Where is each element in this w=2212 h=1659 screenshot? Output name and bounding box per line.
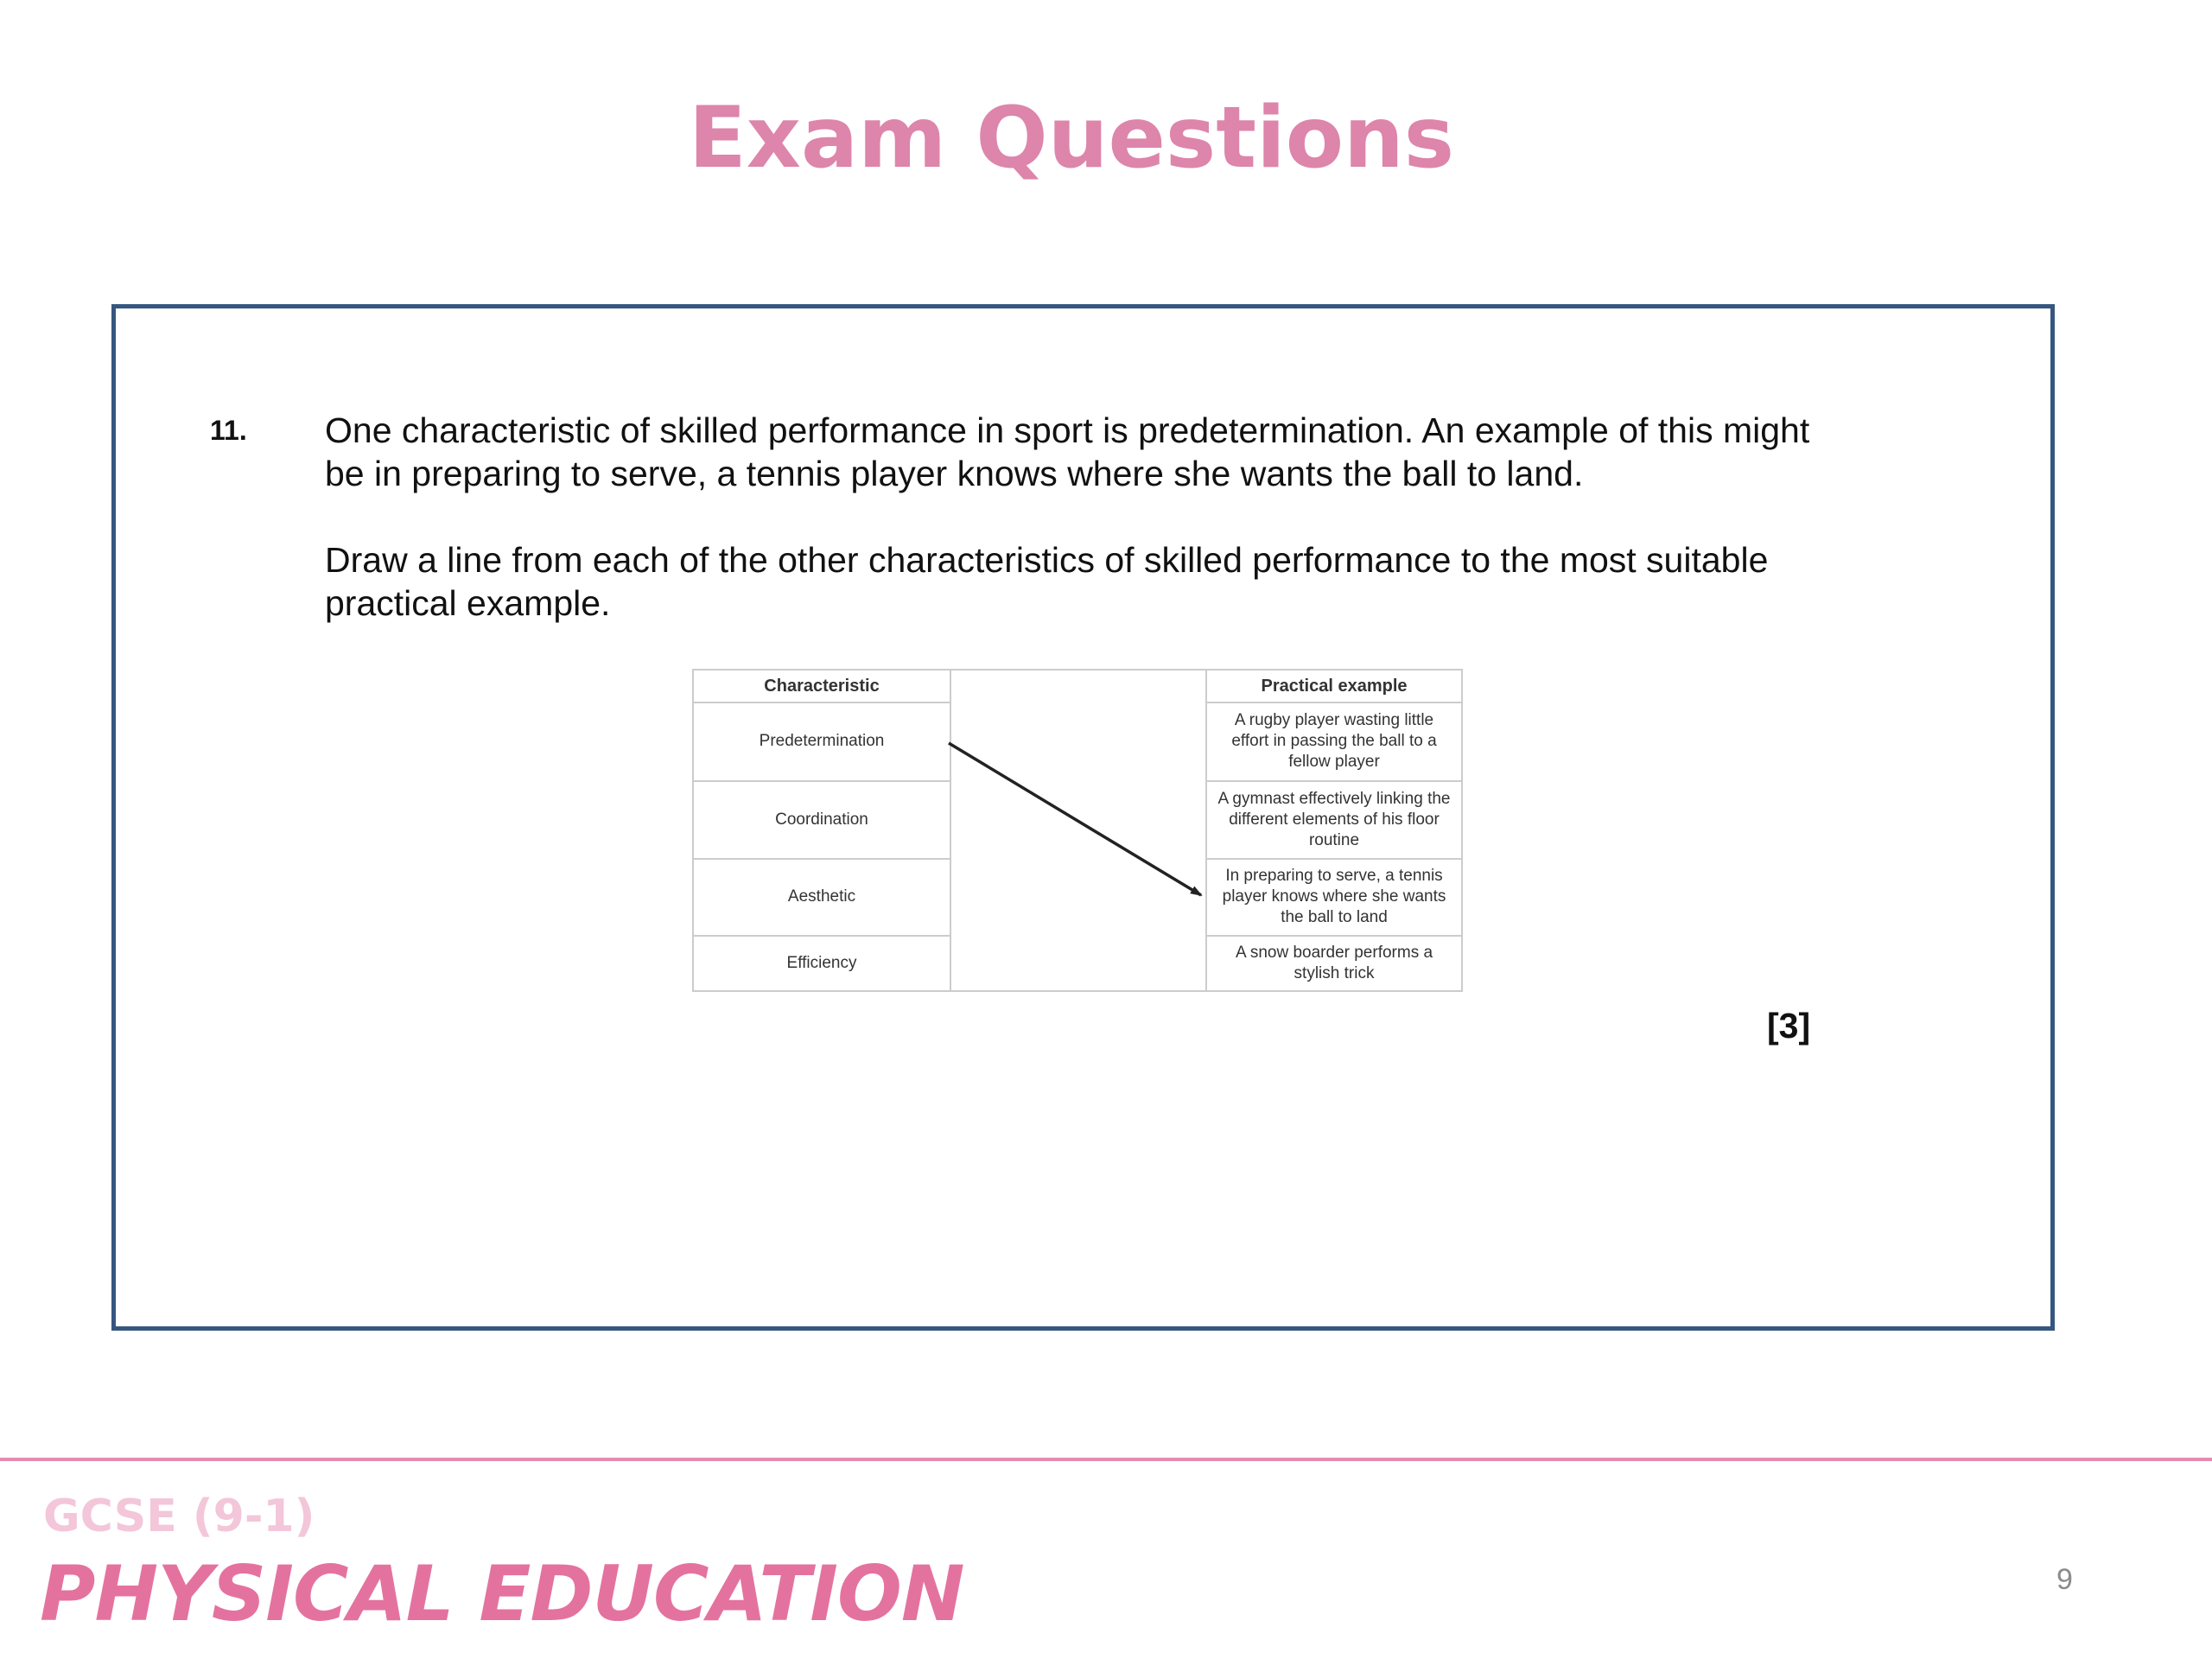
characteristic-cell: Aesthetic — [693, 859, 950, 935]
matching-gap — [950, 670, 1206, 991]
slide-title: Exam Questions — [688, 89, 1455, 188]
footer-divider — [0, 1458, 2212, 1461]
question-number: 11. — [210, 415, 247, 446]
example-cell: A snow boarder performs a stylish trick — [1206, 936, 1462, 991]
brand-subtitle: GCSE (9-1) — [43, 1491, 315, 1542]
brand-title: PHYSICAL EDUCATION — [40, 1549, 964, 1638]
question-paragraph-2: Draw a line from each of the other characteristics of skilled performance to the most suitable practical example. — [325, 540, 1769, 623]
example-cell: A rugby player wasting little effort in passing the ball to a fellow player — [1206, 702, 1462, 780]
example-cell: In preparing to serve, a tennis player knows where she wants the ball to land — [1206, 859, 1462, 935]
matching-table — [692, 669, 1463, 992]
characteristic-header: Characteristic — [693, 670, 950, 702]
page-number: 9 — [2056, 1563, 2073, 1596]
table-header-row — [693, 670, 1462, 702]
characteristic-cell: Efficiency — [693, 936, 950, 991]
example-header: Practical example — [1206, 670, 1462, 702]
characteristic-cell: Coordination — [693, 781, 950, 859]
question-paragraph-1: One characteristic of skilled performance in sport is predetermination. An example of this might be in preparing to serve, a tennis player knows where she wants the ball to land. — [325, 410, 1810, 493]
marks-label: [3] — [1767, 1006, 1811, 1046]
characteristic-cell: Predetermination — [693, 702, 950, 780]
example-cell: A gymnast effectively linking the different elements of his floor routine — [1206, 781, 1462, 859]
